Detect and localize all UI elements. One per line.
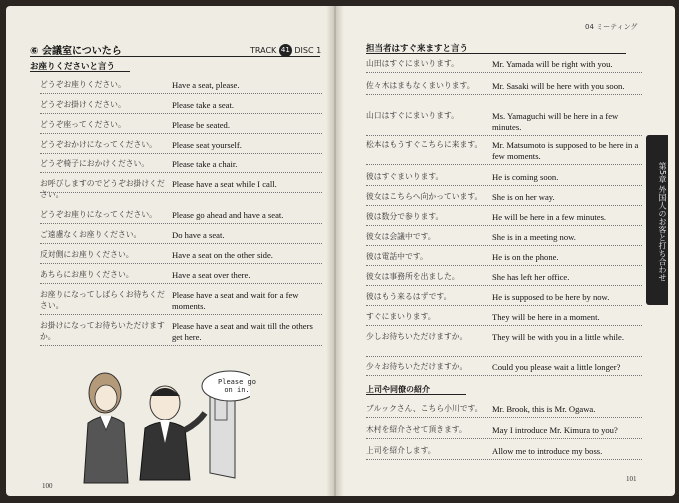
english-phrase: Allow me to introduce my boss. — [492, 446, 603, 456]
english-phrase: Please be seated. — [172, 120, 230, 130]
section-title: 会議室についたら — [41, 46, 122, 57]
right-page — [337, 6, 675, 496]
row-divider — [40, 93, 322, 94]
row-divider — [40, 172, 322, 173]
japanese-phrase: 彼女はこちらへ向かっています。 — [366, 192, 483, 201]
japanese-phrase: お呼びしますのでどうぞお掛けください。 — [40, 179, 165, 199]
row-divider — [366, 205, 642, 206]
section-number: ⑥ — [30, 46, 39, 57]
row-divider — [366, 375, 642, 376]
row-divider — [40, 153, 322, 154]
japanese-phrase: ご遠慮なくお座りください。 — [40, 230, 142, 239]
english-phrase: He will be here in a few minutes. — [492, 212, 607, 222]
english-phrase: Have a seat over there. — [172, 270, 251, 280]
row-divider — [366, 438, 642, 439]
running-head: 04 ミーティング — [585, 23, 638, 31]
section-heading — [30, 42, 122, 57]
track-number-badge: 41 — [279, 44, 292, 57]
row-divider — [366, 94, 642, 95]
japanese-phrase: どうぞおかけになってください。 — [40, 140, 157, 149]
disc-label: DISC 1 — [294, 46, 322, 55]
english-phrase: Please seat yourself. — [172, 140, 242, 150]
japanese-phrase: 佐々木はまもなくまいります。 — [366, 81, 475, 90]
japanese-phrase: 彼はすぐまいります。 — [366, 172, 444, 181]
row-divider — [40, 345, 322, 346]
japanese-phrase: どうぞお掛けください。 — [40, 100, 126, 109]
row-divider — [366, 459, 642, 460]
japanese-phrase: すぐにまいります。 — [366, 312, 436, 321]
japanese-phrase: 彼女は事務所を出ました。 — [366, 272, 460, 281]
row-divider — [40, 223, 322, 224]
english-phrase: She is on her way. — [492, 192, 555, 202]
track-label: TRACK — [250, 46, 277, 55]
english-phrase: May I introduce Mr. Kimura to you? — [492, 425, 618, 435]
japanese-phrase: 松本はもうすぐこちらに来ます。 — [366, 140, 483, 149]
english-phrase: They will be with you in a little while. — [492, 332, 624, 342]
row-divider — [366, 356, 642, 357]
english-phrase: Please have a seat and wait till the others get here. — [172, 321, 313, 342]
english-phrase: Mr. Brook, this is Mr. Ogawa. — [492, 404, 596, 414]
chapter-side-tab: 第5章 外国人のお客と打ち合わせ — [646, 135, 668, 305]
row-divider — [366, 305, 642, 306]
row-divider — [366, 417, 642, 418]
speech-bubble-text: Please go on in. — [218, 378, 256, 394]
row-divider — [40, 263, 322, 264]
row-divider — [40, 133, 322, 134]
japanese-phrase: どうぞお座りになってください。 — [40, 210, 157, 219]
japanese-phrase: 少しお待ちいただけますか。 — [366, 332, 468, 341]
row-divider — [40, 113, 322, 114]
english-phrase: Please have a seat while I call. — [172, 179, 277, 189]
english-phrase: Mr. Matsumoto is supposed to be here in a few moments. — [492, 140, 639, 161]
japanese-phrase: 上司を紹介します。 — [366, 446, 436, 455]
english-phrase: Have a seat, please. — [172, 80, 240, 90]
english-phrase: They will be here in a moment. — [492, 312, 600, 322]
japanese-phrase: 少々お待ちいただけますか。 — [366, 362, 468, 371]
row-divider — [366, 325, 642, 326]
english-phrase: Please go ahead and have a seat. — [172, 210, 284, 220]
english-phrase: Mr. Sasaki will be here with you soon. — [492, 81, 625, 91]
row-divider — [40, 192, 322, 193]
english-phrase: Have a seat on the other side. — [172, 250, 273, 260]
english-phrase: Mr. Yamada will be right with you. — [492, 59, 613, 69]
english-phrase: Could you please wait a little longer? — [492, 362, 621, 372]
english-phrase: He is coming soon. — [492, 172, 559, 182]
english-phrase: Do have a seat. — [172, 230, 225, 240]
japanese-phrase: お座りになってしばらくお待ちください。 — [40, 290, 165, 310]
english-phrase: Ms. Yamaguchi will be here in a few minutes. — [492, 111, 619, 132]
japanese-phrase: 反対側にお座りください。 — [40, 250, 134, 259]
row-divider — [366, 225, 642, 226]
japanese-phrase: 彼は電話中です。 — [366, 252, 428, 261]
row-divider — [40, 314, 322, 315]
english-phrase: He is on the phone. — [492, 252, 559, 262]
row-divider — [40, 283, 322, 284]
row-divider — [366, 285, 642, 286]
english-phrase: Please have a seat and wait for a few moments. — [172, 290, 299, 311]
japanese-phrase: どうぞお座りください。 — [40, 80, 126, 89]
japanese-phrase: どうぞ座ってください。 — [40, 120, 126, 129]
header-rule — [30, 56, 320, 57]
japanese-phrase: 彼はもう来るはずです。 — [366, 292, 452, 301]
japanese-phrase: どうぞ椅子におかけください。 — [40, 159, 150, 168]
japanese-phrase: あちらにお座りください。 — [40, 270, 134, 279]
right-rule-2 — [366, 394, 466, 395]
japanese-phrase: ブルックさん、こちら小川です。 — [366, 404, 483, 413]
japanese-phrase: 木村を紹介させて頂きます。 — [366, 425, 467, 434]
left-subheading: お座りくださいと言う — [30, 62, 116, 72]
row-divider — [366, 72, 642, 73]
english-phrase: She is in a meeting now. — [492, 232, 576, 242]
right-subheading-2: 上司や同僚の紹介 — [366, 385, 430, 394]
row-divider — [366, 245, 642, 246]
english-phrase: Please take a seat. — [172, 100, 235, 110]
japanese-phrase: 山田はすぐにまいります。 — [366, 59, 459, 68]
right-subheading-1: 担当者はすぐ来ますと言う — [366, 44, 469, 54]
row-divider — [366, 185, 642, 186]
japanese-phrase: お掛けになってお待ちいただけますか。 — [40, 321, 165, 341]
left-page-number: 100 — [42, 482, 53, 490]
row-divider — [366, 135, 642, 136]
row-divider — [366, 265, 642, 266]
english-phrase: Please take a chair. — [172, 159, 238, 169]
english-phrase: She has left her office. — [492, 272, 570, 282]
english-phrase: He is supposed to be here by now. — [492, 292, 610, 302]
japanese-phrase: 彼女は会議中です。 — [366, 232, 436, 241]
japanese-phrase: 彼は数分で参ります。 — [366, 212, 444, 221]
right-page-number: 101 — [626, 475, 637, 483]
book-gutter — [326, 6, 344, 496]
right-rule-1 — [366, 53, 626, 54]
subheading-rule — [30, 71, 130, 72]
row-divider — [40, 243, 322, 244]
row-divider — [366, 164, 642, 165]
japanese-phrase: 山口はすぐにまいります。 — [366, 111, 459, 120]
